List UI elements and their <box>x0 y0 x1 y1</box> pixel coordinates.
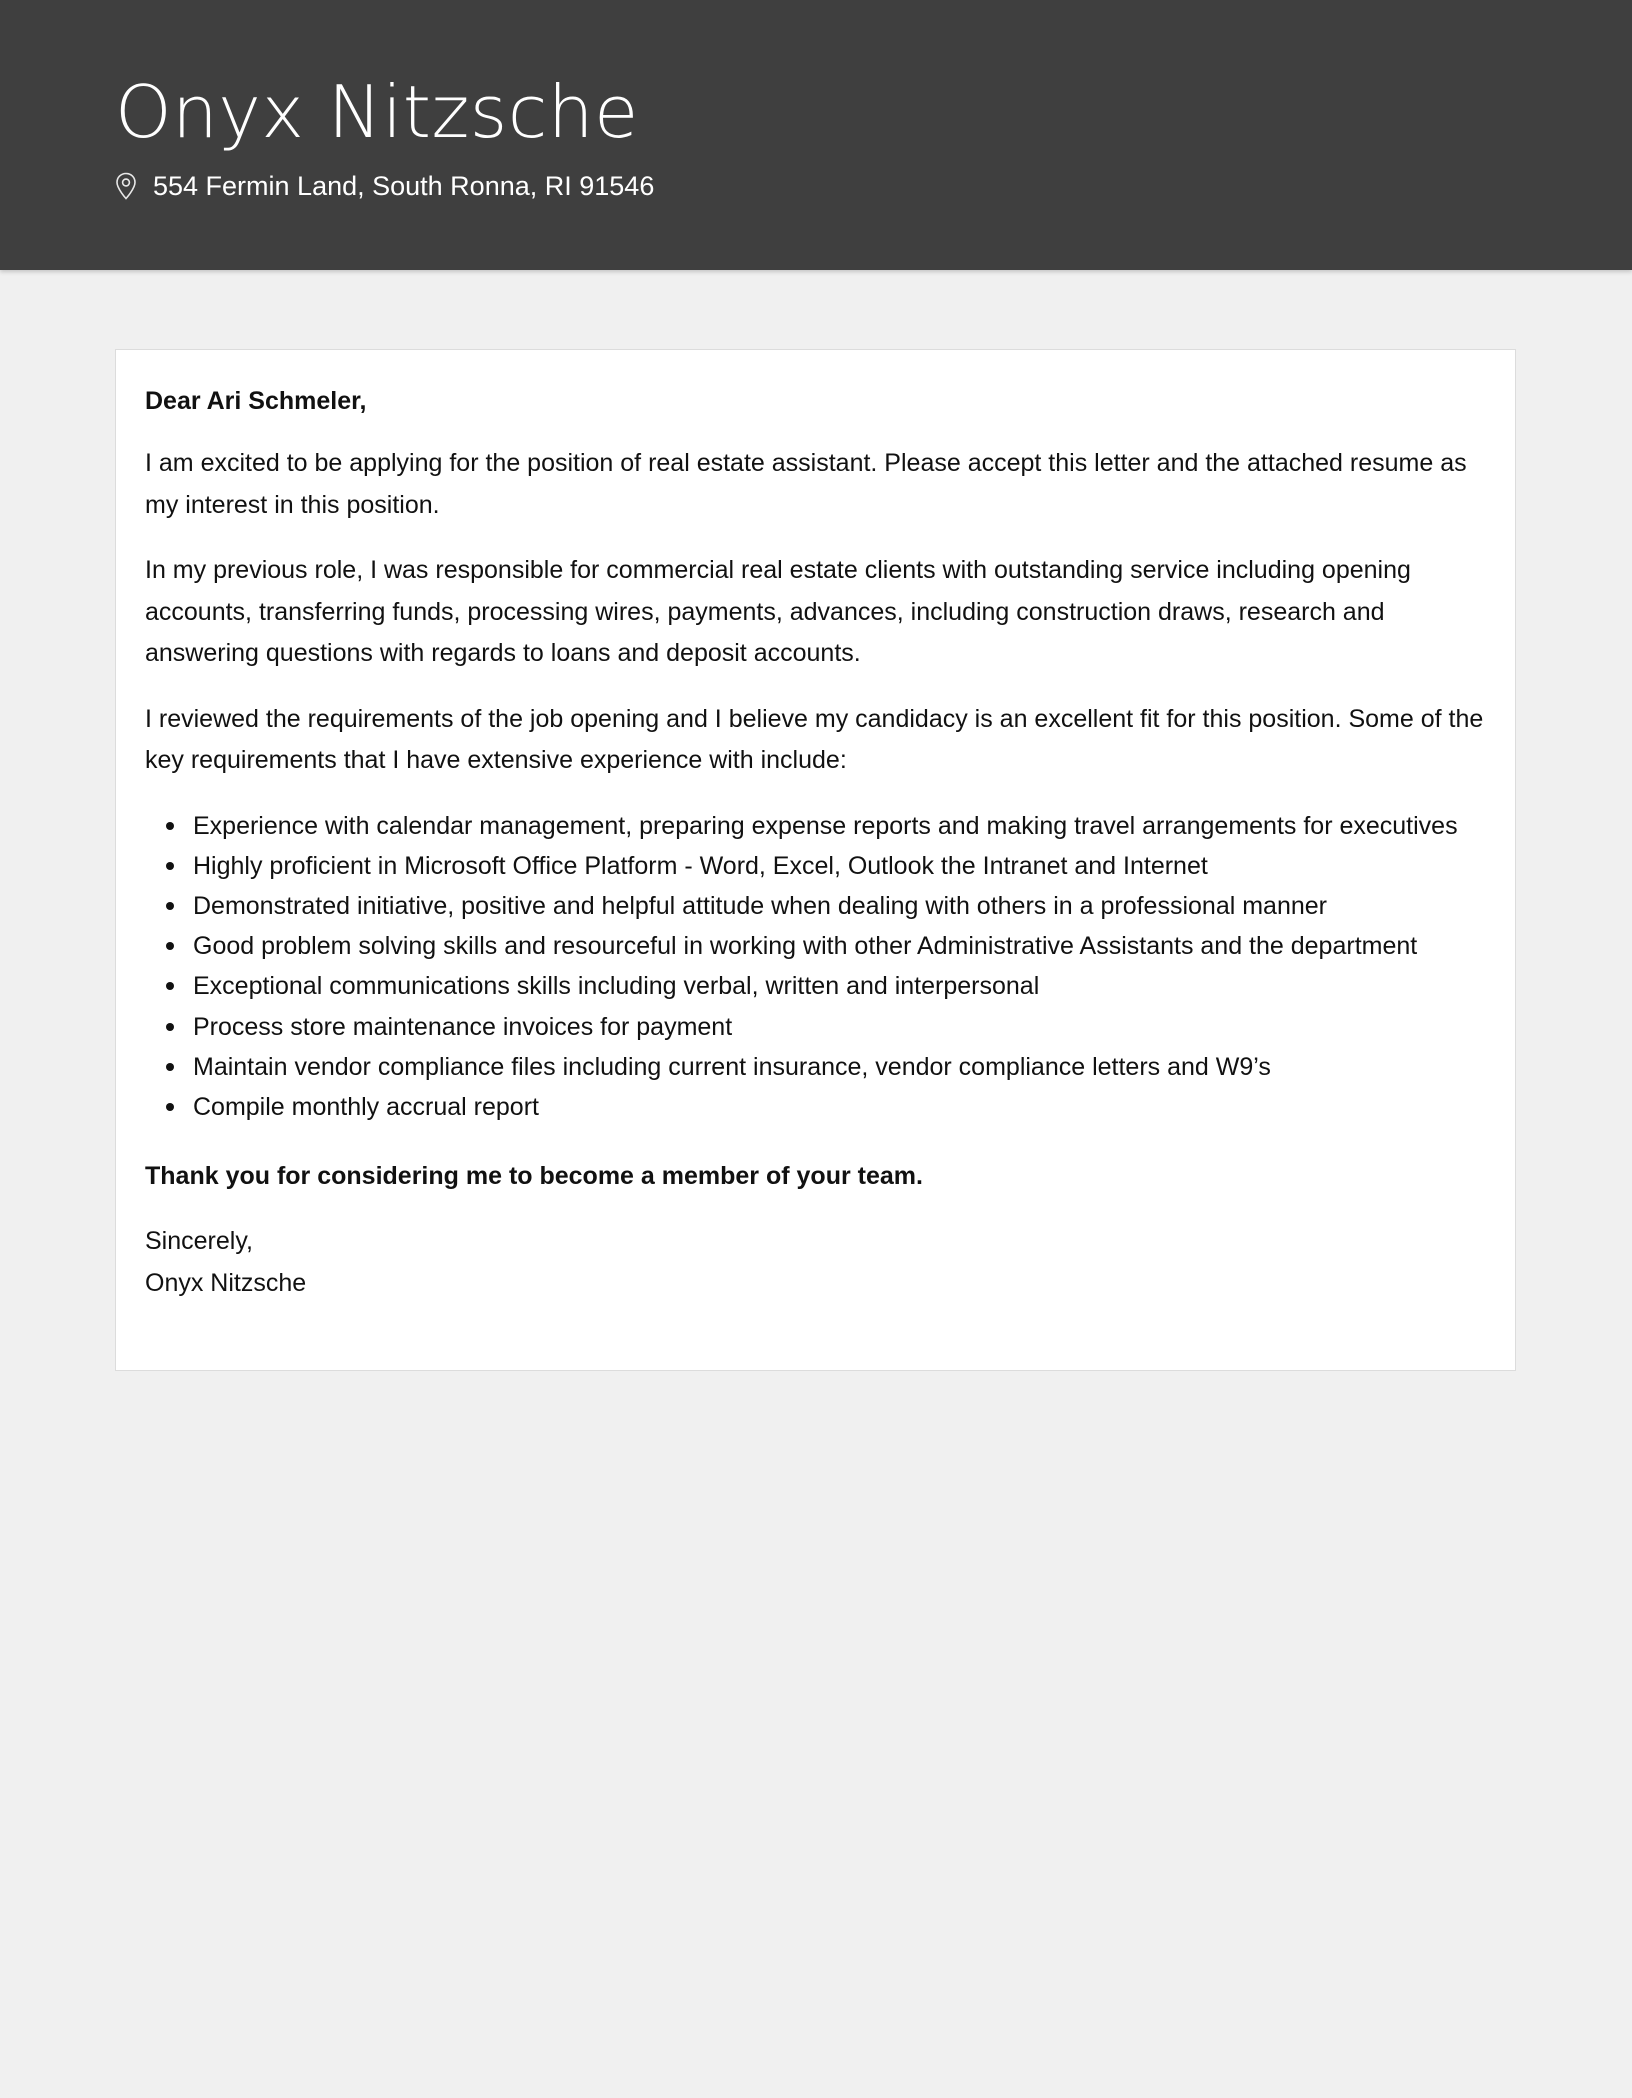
letter-greeting: Dear Ari Schmeler, <box>145 387 367 415</box>
cover-letter-card <box>115 349 1516 1371</box>
address-text: 554 Fermin Land, South Ronna, RI 91546 <box>153 170 655 201</box>
requirement-item: Experience with calendar management, preparing expense reports and making travel arrangements for executives <box>193 806 1486 846</box>
letter-thanks: Thank you for considering me to become a member of your team. <box>145 1162 923 1191</box>
applicant-address <box>115 166 654 206</box>
requirement-item: Process store maintenance invoices for payment <box>193 1007 1486 1047</box>
requirement-item: Highly proficient in Microsoft Office Platform - Word, Excel, Outlook the Intranet and Internet <box>193 846 1486 886</box>
requirement-item: Exceptional communications skills including verbal, written and interpersonal <box>193 966 1486 1006</box>
applicant-name: Onyx Nitzsche <box>115 70 639 154</box>
letter-closing <box>145 1221 1486 1304</box>
requirement-item: Good problem solving skills and resourceful in working with other Administrative Assistants and the department <box>193 926 1486 966</box>
requirements-list <box>145 806 1486 1128</box>
letter-paragraph: I reviewed the requirements of the job opening and I believe my candidacy is an excellent fit for this position. Some of the key requirements that I have extensive experience with include: <box>145 704 1484 774</box>
header <box>0 0 1632 270</box>
signature-name: Onyx Nitzsche <box>145 1268 307 1297</box>
sign-off: Sincerely, <box>145 1227 253 1256</box>
requirement-item: Demonstrated initiative, positive and helpful attitude when dealing with others in a professional manner <box>193 886 1486 926</box>
requirement-item: Compile monthly accrual report <box>193 1087 1486 1127</box>
map-pin-icon <box>115 171 139 201</box>
letter-paragraph: In my previous role, I was responsible for commercial real estate clients with outstanding service including opening accounts, transferring funds, processing wires, payments, advances, including construction draws, research and answering questions with regards to loans and deposit accounts. <box>145 556 1411 667</box>
requirement-item: Maintain vendor compliance files including current insurance, vendor compliance letters and W9’s <box>193 1047 1486 1087</box>
letter-paragraph: I am excited to be applying for the position of real estate assistant. Please accept this letter and the attached resume as my interest in this position. <box>145 449 1467 519</box>
